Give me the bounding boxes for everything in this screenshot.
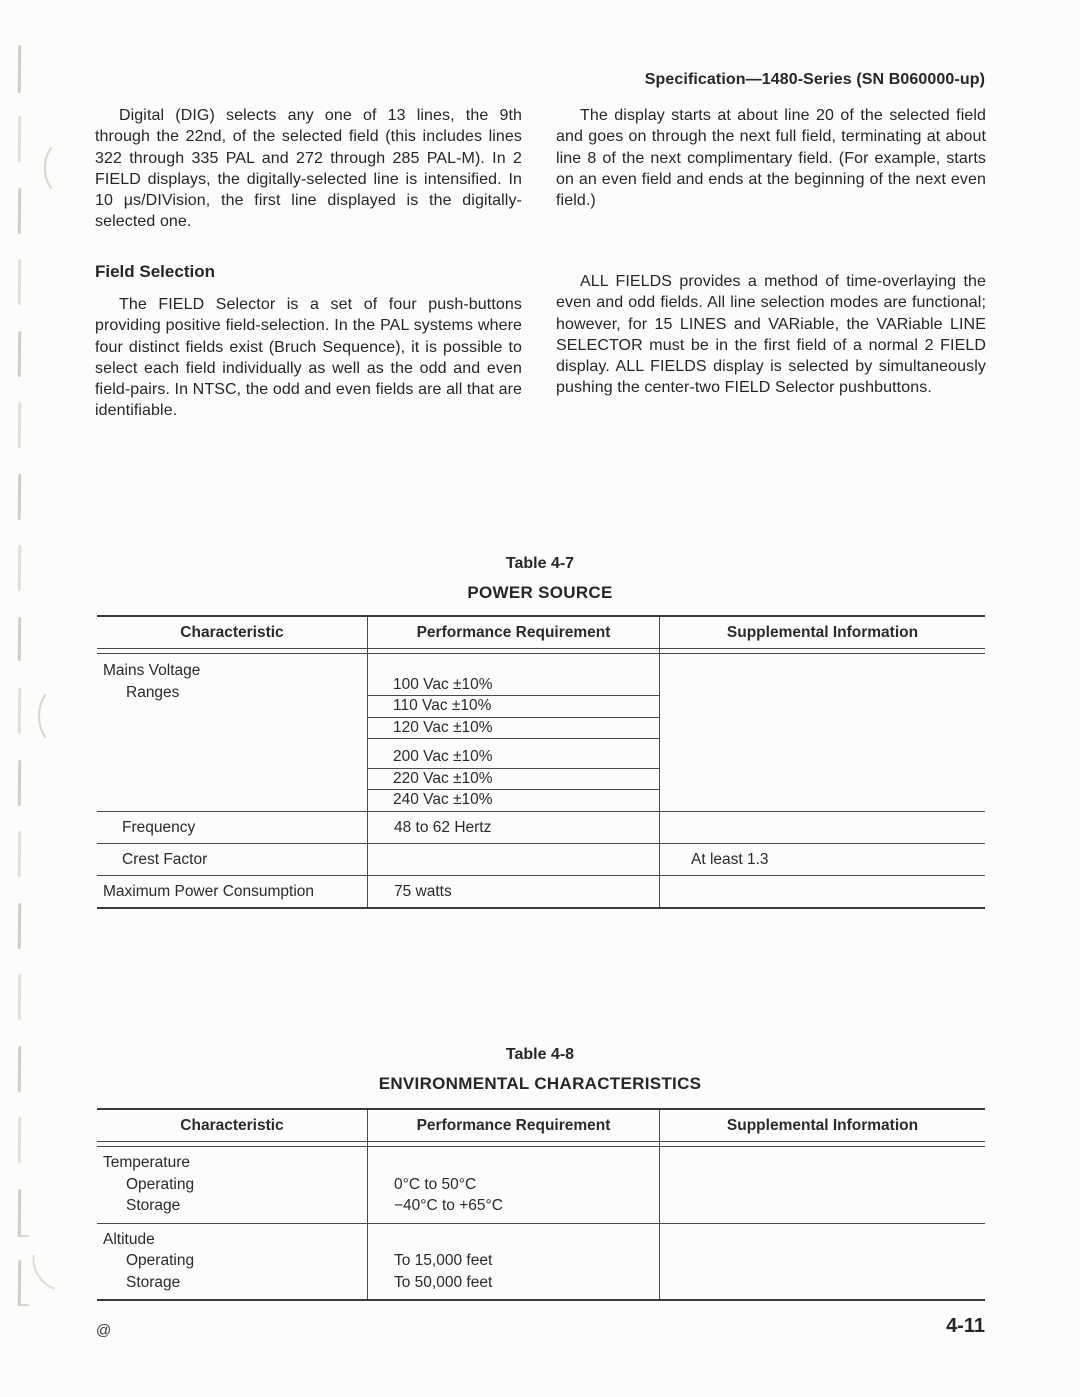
table-4-7-caption: Table 4-7	[505, 555, 575, 572]
scan-arc	[38, 686, 80, 746]
section-heading: Field Selection	[95, 262, 215, 281]
scan-mark	[18, 474, 21, 520]
scan-mark	[18, 188, 21, 234]
scan-mark	[18, 331, 21, 377]
row-label-altitude: Altitude	[103, 1230, 155, 1248]
scan-mark	[18, 760, 21, 806]
max-power-value: 75 watts	[368, 876, 660, 907]
column-header-performance-requirement: Performance Requirement	[368, 617, 660, 648]
scan-arc	[23, 1228, 92, 1300]
scan-mark	[18, 1117, 21, 1163]
scan-arc	[44, 140, 82, 196]
scan-mark	[18, 402, 21, 448]
scan-mark	[18, 116, 21, 162]
power-table-caption-block	[0, 555, 1080, 603]
row-label-crest-factor: Crest Factor	[97, 844, 368, 875]
row-sublabel-operating: Operating	[126, 1252, 195, 1269]
table-row-altitude	[97, 1224, 985, 1300]
table-row-temperature	[97, 1147, 985, 1224]
crest-factor-value: At least 1.3	[691, 850, 769, 868]
paragraph-field-selector: The FIELD Selector is a set of four push-buttons providing positive field-selection. In the PAL systems where four distinct fields exist (Bruch Sequence), it is possible to select each field individually as well as the odd and even field-pairs. In NTSC, the odd and even fields are all that are identifiable.	[95, 296, 522, 420]
row-label-temperature: Temperature	[103, 1154, 191, 1171]
table-4-8-caption: Table 4-8	[505, 1046, 575, 1063]
table-row-mains-voltage	[97, 654, 985, 812]
scan-mark	[18, 831, 21, 877]
paragraph-display-start: The display starts at about line 20 of the selected field and goes on through the next full field, terminating at about line 8 of the next complimentary field. (For example, starts on an even field and ends at the beginning of the next even field.)	[556, 107, 986, 210]
table-row-crest-factor	[97, 844, 985, 876]
row-sublabel-storage: Storage	[126, 1197, 181, 1214]
scan-mark	[18, 617, 21, 661]
voltage-range-100: 100 Vac ±10%	[368, 675, 659, 696]
paragraph-digital-line-selection: Digital (DIG) selects any one of 13 lines, the 9th through the 22nd, of the selected field (this includes lines 322 through 335 PAL and 272 through 285 PAL-M). In 2 FIELD displays, the digitally-selected line is intensified. In 10 μs/DIVision, the first line displayed is the digitally-selected one.	[95, 107, 522, 231]
row-label-frequency: Frequency	[97, 812, 368, 843]
altitude-storage-value: To 50,000 feet	[394, 1273, 493, 1291]
paragraph-all-fields: ALL FIELDS provides a method of time-overlaying the even and odd fields. All line selection modes are functional; however, for 15 LINES and VARiable, the VARiable LINE SELECTOR must be in the first field of a normal 2 FIELD display. ALL FIELDS display is selected by simultaneously pushing the center-two FIELD Selector pushbuttons.	[556, 273, 986, 397]
scan-mark	[18, 1260, 21, 1306]
env-table-caption-block	[0, 1046, 1080, 1094]
scan-mark	[18, 45, 21, 93]
voltage-range-220: 220 Vac ±10%	[368, 769, 659, 790]
row-sublabel-storage: Storage	[126, 1273, 181, 1291]
scan-mark	[18, 974, 21, 1020]
running-header: Specification—1480-Series (SN B060000-up)	[644, 71, 985, 88]
row-label-maximum-power-consumption: Maximum Power Consumption	[97, 876, 368, 907]
table-row-frequency	[97, 812, 985, 844]
copyright-mark: @	[96, 1322, 112, 1339]
table-header-row	[97, 617, 985, 649]
row-sublabel-operating: Operating	[126, 1175, 195, 1193]
column-header-performance-requirement: Performance Requirement	[368, 1110, 660, 1141]
row-sublabel-ranges: Ranges	[126, 683, 180, 701]
temperature-storage-value: −40°C to +65°C	[394, 1197, 503, 1214]
column-header-supplemental-information: Supplemental Information	[726, 1117, 919, 1134]
voltage-range-240: 240 Vac ±10%	[393, 790, 493, 808]
table-header-row	[97, 1110, 985, 1142]
power-source-table	[97, 615, 985, 909]
altitude-operating-value: To 15,000 feet	[394, 1252, 493, 1269]
scan-mark	[18, 259, 21, 305]
frequency-value: 48 to 62 Hertz	[368, 812, 660, 843]
environmental-characteristics-table	[97, 1108, 985, 1301]
page-number: 4-11	[946, 1315, 985, 1337]
table-4-8-title: ENVIRONMENTAL CHARACTERISTICS	[378, 1074, 702, 1093]
table-row-maximum-power-consumption	[97, 876, 985, 907]
scan-mark	[18, 903, 21, 949]
temperature-operating-value: 0°C to 50°C	[394, 1175, 477, 1193]
column-header-characteristic: Characteristic	[97, 617, 368, 648]
column-header-characteristic: Characteristic	[97, 1110, 368, 1141]
table-4-7-title: POWER SOURCE	[467, 583, 613, 602]
column-header-supplemental-information: Supplemental Information	[726, 624, 919, 641]
voltage-range-200: 200 Vac ±10%	[368, 747, 659, 768]
voltage-range-120: 120 Vac ±10%	[368, 718, 659, 739]
scan-mark	[18, 1189, 21, 1237]
scan-mark	[18, 688, 21, 734]
row-label-mains-voltage: Mains Voltage	[103, 662, 201, 679]
voltage-range-110: 110 Vac ±10%	[368, 696, 659, 717]
